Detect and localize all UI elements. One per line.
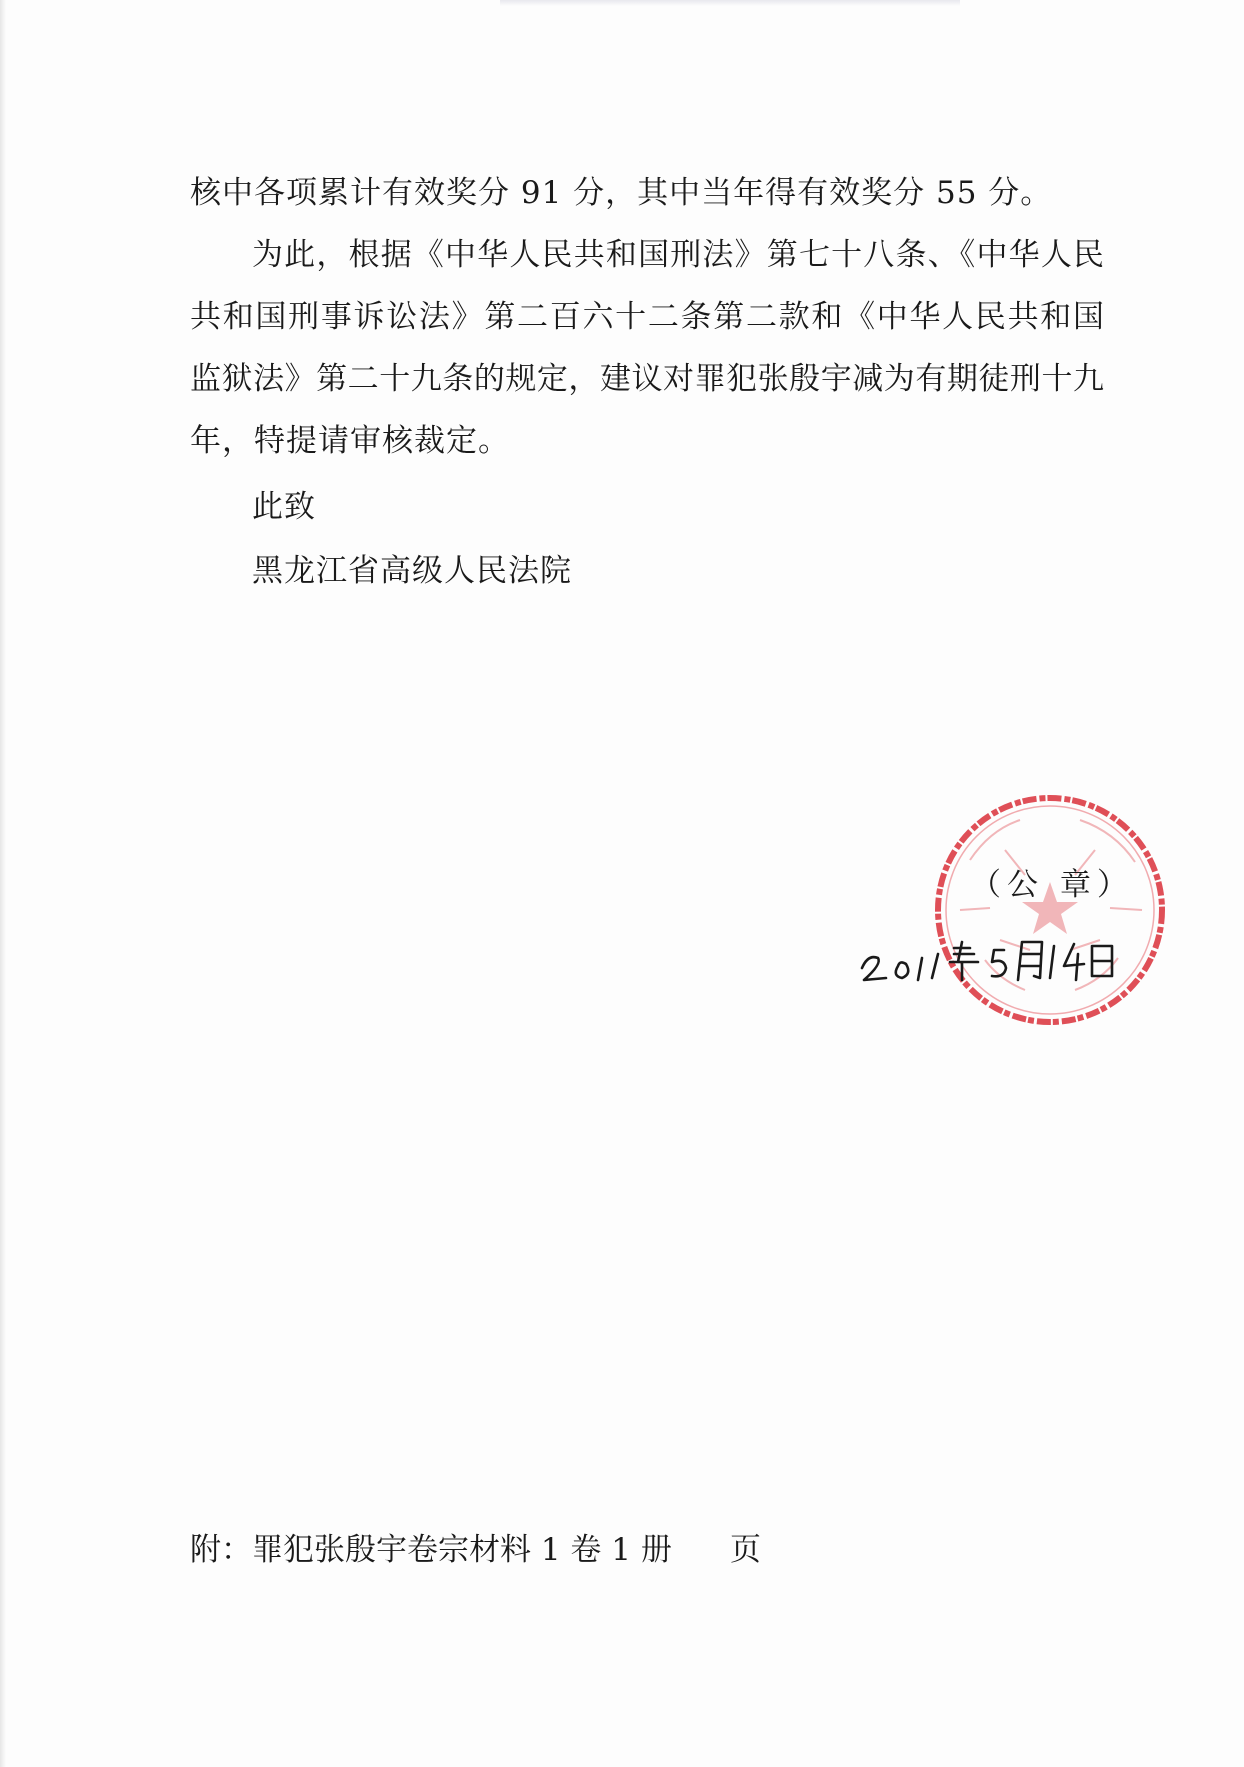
official-seal-stamp xyxy=(930,790,1170,1030)
handwritten-date xyxy=(858,928,1118,988)
scan-edge xyxy=(0,0,6,1767)
attachment-note: 附：罪犯张殷宇卷宗材料 1 卷 1 册 xyxy=(190,1532,672,1568)
attachment-page-unit: 页 xyxy=(730,1532,761,1568)
body-line-1: 核中各项累计有效奖分 91 分，其中当年得有效奖分 55 分。 xyxy=(190,175,1053,211)
body-line-4: 监狱法》第二十九条的规定，建议对罪犯张殷宇减为有期徒刑十九 xyxy=(190,361,1104,397)
body-line-2: 为此，根据《中华人民共和国刑法》第七十八条、《中华人民 xyxy=(252,237,1104,273)
body-line-3: 共和国刑事诉讼法》第二百六十二条第二款和《中华人民共和国 xyxy=(190,299,1104,335)
body-line-5: 年，特提请审核裁定。 xyxy=(190,423,510,459)
salutation: 此致 xyxy=(252,489,316,525)
scan-top-mark xyxy=(500,0,960,6)
seal-label: （公 章） xyxy=(970,867,1134,903)
recipient: 黑龙江省高级人民法院 xyxy=(252,553,572,589)
